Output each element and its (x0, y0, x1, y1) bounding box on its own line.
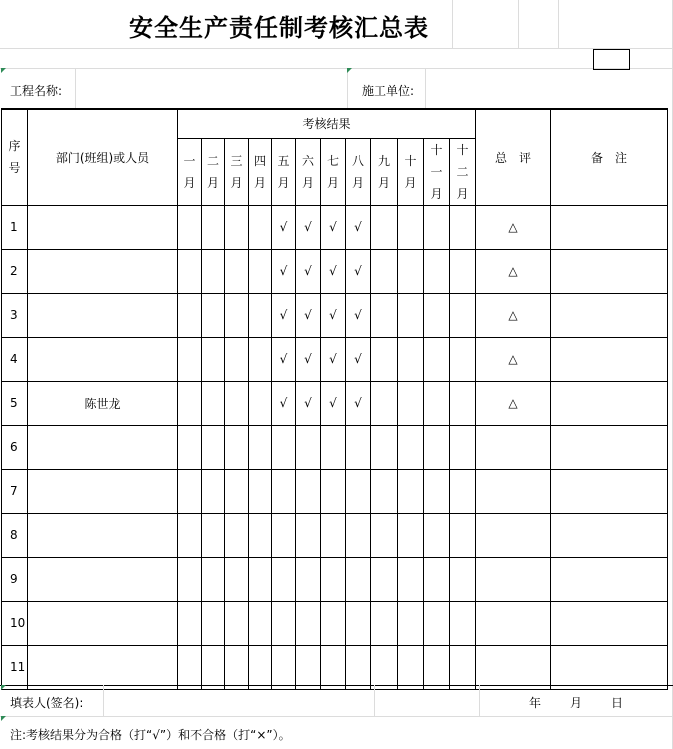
total-rating-cell[interactable] (476, 469, 551, 513)
month-result-cell[interactable] (398, 293, 424, 337)
month-result-cell[interactable] (321, 425, 346, 469)
table-row (2, 513, 668, 557)
month-result-cell[interactable] (424, 381, 450, 425)
month-result-cell[interactable] (178, 293, 202, 337)
month-result-cell[interactable] (249, 337, 272, 381)
month-result-cell[interactable] (178, 469, 202, 513)
header-month-12: 十 二 月 (450, 138, 476, 205)
cell-comment-marker (1, 685, 6, 690)
month-result-cell[interactable]: √ (272, 205, 296, 249)
dept-person-cell[interactable] (28, 249, 178, 293)
month-result-cell[interactable] (398, 601, 424, 645)
header-month-8: 八 月 (346, 138, 371, 205)
month-result-cell[interactable]: √ (296, 337, 321, 381)
month-result-cell[interactable] (346, 645, 371, 689)
project-name-label: 工程名称: (10, 84, 63, 98)
month-result-cell[interactable]: √ (272, 249, 296, 293)
month-result-cell[interactable] (202, 513, 225, 557)
month-result-cell[interactable] (202, 469, 225, 513)
total-rating-cell[interactable]: △ (476, 381, 551, 425)
month-result-cell[interactable]: √ (321, 337, 346, 381)
month-result-cell[interactable] (272, 645, 296, 689)
month-result-cell[interactable] (225, 381, 249, 425)
row-number-cell[interactable]: 4 (2, 337, 28, 381)
month-label: 月 (570, 696, 583, 710)
remark-cell[interactable] (551, 293, 668, 337)
row-number-cell[interactable]: 9 (2, 557, 28, 601)
month-result-cell[interactable] (202, 249, 225, 293)
header-remark: 备 注 (551, 109, 668, 205)
remark-cell[interactable] (551, 205, 668, 249)
dept-person-cell[interactable] (28, 293, 178, 337)
month-result-cell[interactable] (398, 337, 424, 381)
month-result-cell[interactable] (371, 381, 398, 425)
month-result-cell[interactable] (249, 601, 272, 645)
month-result-cell[interactable] (450, 337, 476, 381)
month-result-cell[interactable] (178, 205, 202, 249)
dept-person-cell[interactable] (28, 645, 178, 689)
month-result-cell[interactable] (272, 601, 296, 645)
table-row (2, 381, 668, 425)
total-rating-cell[interactable] (476, 513, 551, 557)
month-result-cell[interactable]: √ (272, 337, 296, 381)
month-result-cell[interactable]: √ (272, 381, 296, 425)
total-rating-cell[interactable]: △ (476, 205, 551, 249)
remark-cell[interactable] (551, 513, 668, 557)
month-result-cell[interactable] (424, 513, 450, 557)
month-result-cell[interactable] (178, 557, 202, 601)
month-result-cell[interactable] (225, 645, 249, 689)
month-result-cell[interactable] (371, 293, 398, 337)
month-result-cell[interactable]: √ (296, 205, 321, 249)
month-result-cell[interactable]: √ (346, 249, 371, 293)
month-result-cell[interactable] (202, 381, 225, 425)
month-result-cell[interactable] (346, 469, 371, 513)
cell-comment-marker (347, 68, 352, 73)
row-number-cell[interactable]: 5 (2, 381, 28, 425)
remark-cell[interactable] (551, 469, 668, 513)
month-result-cell[interactable] (178, 337, 202, 381)
remark-cell[interactable] (551, 337, 668, 381)
month-result-cell[interactable] (450, 601, 476, 645)
month-result-cell[interactable]: √ (296, 249, 321, 293)
month-result-cell[interactable] (296, 425, 321, 469)
month-result-cell[interactable] (424, 249, 450, 293)
header-seq: 序 号 (2, 109, 28, 205)
remark-cell[interactable] (551, 249, 668, 293)
month-result-cell[interactable] (371, 513, 398, 557)
row-number-cell[interactable]: 10 (2, 601, 28, 645)
month-result-cell[interactable] (202, 645, 225, 689)
month-result-cell[interactable]: √ (296, 293, 321, 337)
month-result-cell[interactable] (249, 425, 272, 469)
month-result-cell[interactable] (398, 513, 424, 557)
month-result-cell[interactable] (225, 513, 249, 557)
month-result-cell[interactable] (202, 601, 225, 645)
dept-person-cell[interactable] (28, 601, 178, 645)
row-number-cell[interactable]: 6 (2, 425, 28, 469)
month-result-cell[interactable] (371, 425, 398, 469)
month-result-cell[interactable] (321, 601, 346, 645)
month-result-cell[interactable] (296, 601, 321, 645)
month-result-cell[interactable] (249, 205, 272, 249)
month-result-cell[interactable] (371, 249, 398, 293)
total-rating-cell[interactable]: △ (476, 293, 551, 337)
month-result-cell[interactable] (249, 469, 272, 513)
month-result-cell[interactable] (178, 601, 202, 645)
dept-person-cell[interactable] (28, 205, 178, 249)
month-result-cell[interactable] (249, 645, 272, 689)
month-result-cell[interactable] (178, 513, 202, 557)
month-result-cell[interactable] (398, 249, 424, 293)
month-result-cell[interactable] (371, 337, 398, 381)
total-rating-cell[interactable] (476, 425, 551, 469)
month-result-cell[interactable] (202, 425, 225, 469)
month-result-cell[interactable]: √ (321, 205, 346, 249)
assessment-table (1, 108, 668, 690)
table-row (2, 645, 668, 689)
year-label: 年 (529, 696, 542, 710)
month-result-cell[interactable] (424, 557, 450, 601)
month-result-cell[interactable] (398, 381, 424, 425)
month-result-cell[interactable] (296, 645, 321, 689)
day-label: 日 (611, 696, 624, 710)
month-result-cell[interactable] (225, 249, 249, 293)
row-number-cell[interactable]: 1 (2, 205, 28, 249)
table-row (2, 249, 668, 293)
month-result-cell[interactable] (424, 469, 450, 513)
month-result-cell[interactable] (178, 425, 202, 469)
header-month-4: 四 月 (249, 138, 272, 205)
month-result-cell[interactable] (321, 513, 346, 557)
selected-cell-box[interactable] (593, 49, 630, 70)
month-result-cell[interactable] (321, 557, 346, 601)
total-rating-cell[interactable]: △ (476, 337, 551, 381)
month-result-cell[interactable] (450, 249, 476, 293)
month-result-cell[interactable] (450, 205, 476, 249)
month-result-cell[interactable] (225, 469, 249, 513)
month-result-cell[interactable] (424, 601, 450, 645)
month-result-cell[interactable] (272, 469, 296, 513)
month-result-cell[interactable]: √ (346, 337, 371, 381)
cell-comment-marker (1, 716, 6, 721)
filler-label: 填表人(签名): (10, 696, 84, 710)
month-result-cell[interactable] (450, 513, 476, 557)
row-number-cell[interactable]: 2 (2, 249, 28, 293)
month-result-cell[interactable] (346, 513, 371, 557)
header-month-2: 二 月 (202, 138, 225, 205)
month-result-cell[interactable] (371, 645, 398, 689)
dept-person-cell[interactable] (28, 557, 178, 601)
month-result-cell[interactable] (398, 205, 424, 249)
month-result-cell[interactable] (178, 249, 202, 293)
month-result-cell[interactable] (424, 337, 450, 381)
month-result-cell[interactable] (249, 513, 272, 557)
month-result-cell[interactable] (202, 205, 225, 249)
month-result-cell[interactable] (272, 557, 296, 601)
month-result-cell[interactable] (424, 425, 450, 469)
month-result-cell[interactable] (225, 601, 249, 645)
table-row (2, 469, 668, 513)
month-result-cell[interactable] (225, 425, 249, 469)
month-result-cell[interactable] (371, 205, 398, 249)
month-result-cell[interactable] (371, 601, 398, 645)
month-result-cell[interactable] (202, 557, 225, 601)
month-result-cell[interactable] (346, 601, 371, 645)
month-result-cell[interactable]: √ (321, 293, 346, 337)
header-month-7: 七 月 (321, 138, 346, 205)
total-rating-cell[interactable] (476, 601, 551, 645)
dept-person-cell[interactable] (28, 469, 178, 513)
month-result-cell[interactable] (450, 381, 476, 425)
month-result-cell[interactable] (296, 557, 321, 601)
month-result-cell[interactable] (202, 293, 225, 337)
row-number-cell[interactable]: 7 (2, 469, 28, 513)
table-row (2, 293, 668, 337)
month-result-cell[interactable] (450, 293, 476, 337)
month-result-cell[interactable] (346, 425, 371, 469)
month-result-cell[interactable] (249, 557, 272, 601)
table-row (2, 205, 668, 249)
footnote: 注:考核结果分为合格（打“√”）和不合格（打“×”）。 (10, 728, 291, 742)
month-result-cell[interactable] (450, 557, 476, 601)
remark-cell[interactable] (551, 557, 668, 601)
month-result-cell[interactable] (346, 557, 371, 601)
header-month-11: 十 一 月 (424, 138, 450, 205)
month-result-cell[interactable] (371, 557, 398, 601)
month-result-cell[interactable] (249, 293, 272, 337)
header-result: 考核结果 (178, 109, 476, 138)
month-result-cell[interactable]: √ (321, 381, 346, 425)
dept-person-cell[interactable] (28, 425, 178, 469)
month-result-cell[interactable] (225, 293, 249, 337)
dept-person-cell[interactable] (28, 513, 178, 557)
month-result-cell[interactable] (225, 337, 249, 381)
month-result-cell[interactable] (178, 381, 202, 425)
month-result-cell[interactable] (296, 469, 321, 513)
total-rating-cell[interactable] (476, 645, 551, 689)
row-number-cell[interactable]: 11 (2, 645, 28, 689)
total-rating-cell[interactable]: △ (476, 249, 551, 293)
month-result-cell[interactable] (202, 337, 225, 381)
month-result-cell[interactable] (249, 249, 272, 293)
header-month-10: 十 月 (398, 138, 424, 205)
month-result-cell[interactable] (424, 293, 450, 337)
month-result-cell[interactable] (450, 425, 476, 469)
month-result-cell[interactable] (249, 381, 272, 425)
month-result-cell[interactable] (450, 645, 476, 689)
row-number-cell[interactable]: 3 (2, 293, 28, 337)
month-result-cell[interactable] (272, 513, 296, 557)
table-row (2, 601, 668, 645)
month-result-cell[interactable] (225, 557, 249, 601)
remark-cell[interactable] (551, 645, 668, 689)
month-result-cell[interactable] (398, 645, 424, 689)
dept-person-cell[interactable] (28, 337, 178, 381)
month-result-cell[interactable] (398, 557, 424, 601)
month-result-cell[interactable] (296, 513, 321, 557)
month-result-cell[interactable] (321, 469, 346, 513)
month-result-cell[interactable]: √ (346, 205, 371, 249)
month-result-cell[interactable] (321, 645, 346, 689)
row-number-cell[interactable]: 8 (2, 513, 28, 557)
month-result-cell[interactable]: √ (272, 293, 296, 337)
month-result-cell[interactable] (424, 645, 450, 689)
table-row (2, 337, 668, 381)
header-month-1: 一 月 (178, 138, 202, 205)
month-result-cell[interactable] (178, 645, 202, 689)
month-result-cell[interactable] (225, 205, 249, 249)
header-dept: 部门(班组)或人员 (28, 109, 178, 205)
month-result-cell[interactable]: √ (346, 381, 371, 425)
remark-cell[interactable] (551, 601, 668, 645)
month-result-cell[interactable]: √ (321, 249, 346, 293)
table-row (2, 425, 668, 469)
header-month-9: 九 月 (371, 138, 398, 205)
cell-comment-marker (1, 68, 6, 73)
header-total: 总 评 (476, 109, 551, 205)
month-result-cell[interactable] (371, 469, 398, 513)
header-month-5: 五 月 (272, 138, 296, 205)
month-result-cell[interactable]: √ (296, 381, 321, 425)
table-row (2, 557, 668, 601)
header-month-3: 三 月 (225, 138, 249, 205)
dept-person-cell[interactable]: 陈世龙 (28, 381, 178, 425)
header-month-6: 六 月 (296, 138, 321, 205)
month-result-cell[interactable]: √ (346, 293, 371, 337)
total-rating-cell[interactable] (476, 557, 551, 601)
month-result-cell[interactable] (398, 469, 424, 513)
remark-cell[interactable] (551, 381, 668, 425)
remark-cell[interactable] (551, 425, 668, 469)
month-result-cell[interactable] (398, 425, 424, 469)
month-result-cell[interactable] (424, 205, 450, 249)
construction-unit-label: 施工单位: (362, 84, 415, 98)
page-title: 安全生产责任制考核汇总表 (129, 14, 429, 42)
month-result-cell[interactable] (450, 469, 476, 513)
month-result-cell[interactable] (272, 425, 296, 469)
